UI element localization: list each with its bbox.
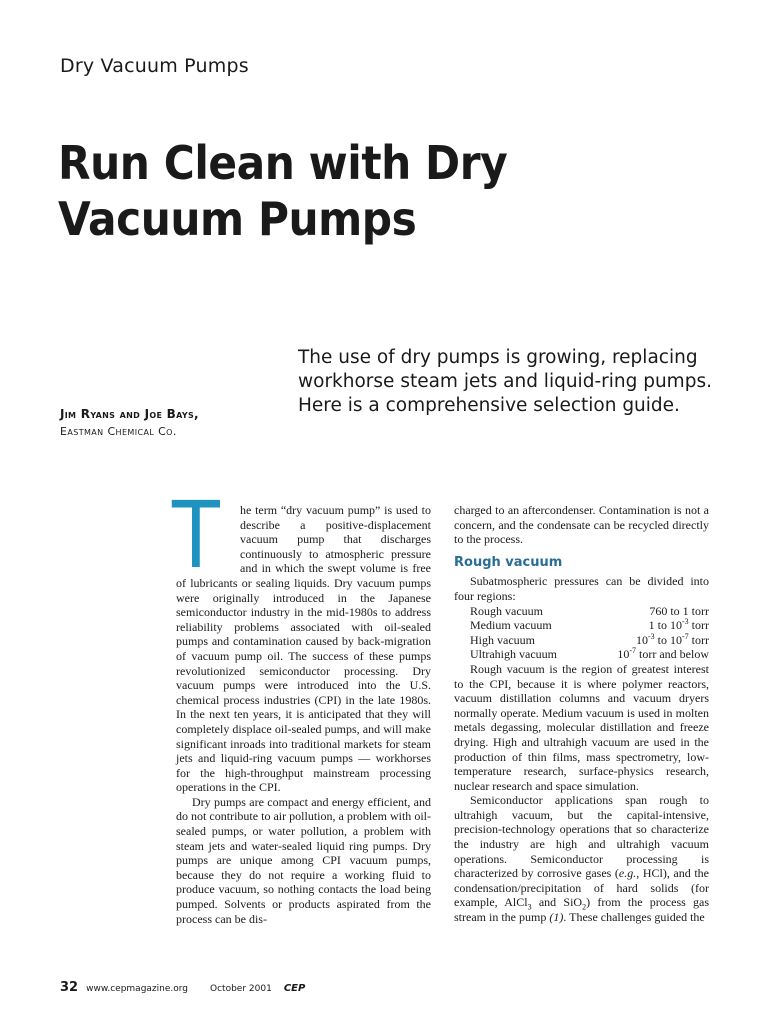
region-name: Rough vacuum <box>470 603 543 618</box>
paragraph: charged to an aftercondenser. Contamination is not a concern, and the condensate can be recycled directly to the process. <box>454 503 709 547</box>
region-range: $10^{-3}$ to $10^{-7}$ torr <box>635 631 709 647</box>
paragraph: Semiconductor applications span rough to ultrahigh vacuum, but the capital-intensive, precision-technology operations that so characterize the industry are high and ultrahigh vacuum operations. Semiconductor processing is characterized by corrosive gases (e.g., HCl), and the condensation/precipitation of hard solids (for example, AlCl$_3$ and SiO$_2$) from the process gas stream in the pump (1). These challenges guided the <box>454 793 710 925</box>
pressure-region-row <box>454 633 709 648</box>
pressure-region-row <box>454 647 709 662</box>
body-column-left <box>172 482 431 926</box>
article-title: Run Clean with Dry Vacuum Pumps <box>58 136 508 246</box>
region-range: 760 to 1 torr <box>649 603 709 618</box>
region-name: High vacuum <box>470 632 535 647</box>
paragraph: Dry pumps are compact and energy efficient, and do not contribute to air pollution, a problem with oil-sealed pumps, or water pollution, a problem with steam jets and water-sealed liquid ring pumps. Dry pumps are unique among CPI vacuum pumps, because they do not require a working fluid to produce vacuum, so nothing contacts the load being pumped. Solvents or products aspirated from the process can be dis- <box>176 794 431 926</box>
subheading: Rough vacuum <box>454 554 563 570</box>
region-name: Medium vacuum <box>470 618 552 633</box>
pressure-region-row <box>454 618 709 633</box>
footer-url: www.cepmagazine.org <box>86 984 189 994</box>
paragraph-text: he term “dry vacuum pump” is used to describe a positive-displacement vacuum pump that discharges continuously to atmospheric pressure and in which the swept volume is free of lubricants or sealing liquids. Dry vacuum pumps were originally introduced in the Japanese semiconductor industry in the mid-1980s to address reliability problems associated with oil-sealed pumps and contamination caused by back-migration of vacuum pump oil. The success of these pumps revolutionized semiconductor processing. Dry vacuum pumps were introduced into the U.S. chemical process industries (CPI) in the late 1980s. In the next ten years, it is anticipated that they will completely displace oil-sealed pumps, and will make significant inroads into traditional markets for steam jets and liquid-ring vacuum pumps — workhorses for the high-throughput mainstream processing operations in the CPI. <box>176 503 431 795</box>
page-number: 32 <box>60 980 79 995</box>
region-name: Ultrahigh vacuum <box>470 647 557 662</box>
authors: Jim Ryans and Joe Bays, <box>60 407 199 421</box>
paragraph: Subatmospheric pressures can be divided into four regions: <box>454 574 709 603</box>
pressure-region-list <box>454 604 709 662</box>
pressure-region-row <box>454 604 709 619</box>
region-range: $10^{-7}$ torr and below <box>617 646 709 662</box>
affiliation: Eastman Chemical Co. <box>60 425 177 438</box>
footer-date: October 2001 <box>210 984 272 994</box>
paragraph: Rough vacuum is the region of greatest interest to the CPI, because it is where polymer reactors, vacuum distillation columns and vacuum dryers normally operate. Medium vacuum is used in molten metals degassing, molecular distillation and freeze drying. High and ultrahigh vacuum are used in the production of thin films, mass spectrometry, low-temperature research, surface-physics research, nuclear research and space simulation. <box>454 661 709 793</box>
drop-cap: T <box>172 482 220 589</box>
article-dek: The use of dry pumps is growing, replacing workhorse steam jets and liquid-ring pumps. Here is a comprehensive selection guide. <box>298 347 712 416</box>
body-column-right <box>454 503 709 925</box>
region-range: 1 to $10^{-3}$ torr <box>648 617 709 633</box>
cep-logo: CEP <box>283 983 306 994</box>
section-label: Dry Vacuum Pumps <box>60 55 249 77</box>
reference-citation: (1) <box>549 910 564 925</box>
byline <box>60 406 199 440</box>
paragraph <box>172 482 431 795</box>
page-footer <box>60 980 305 995</box>
